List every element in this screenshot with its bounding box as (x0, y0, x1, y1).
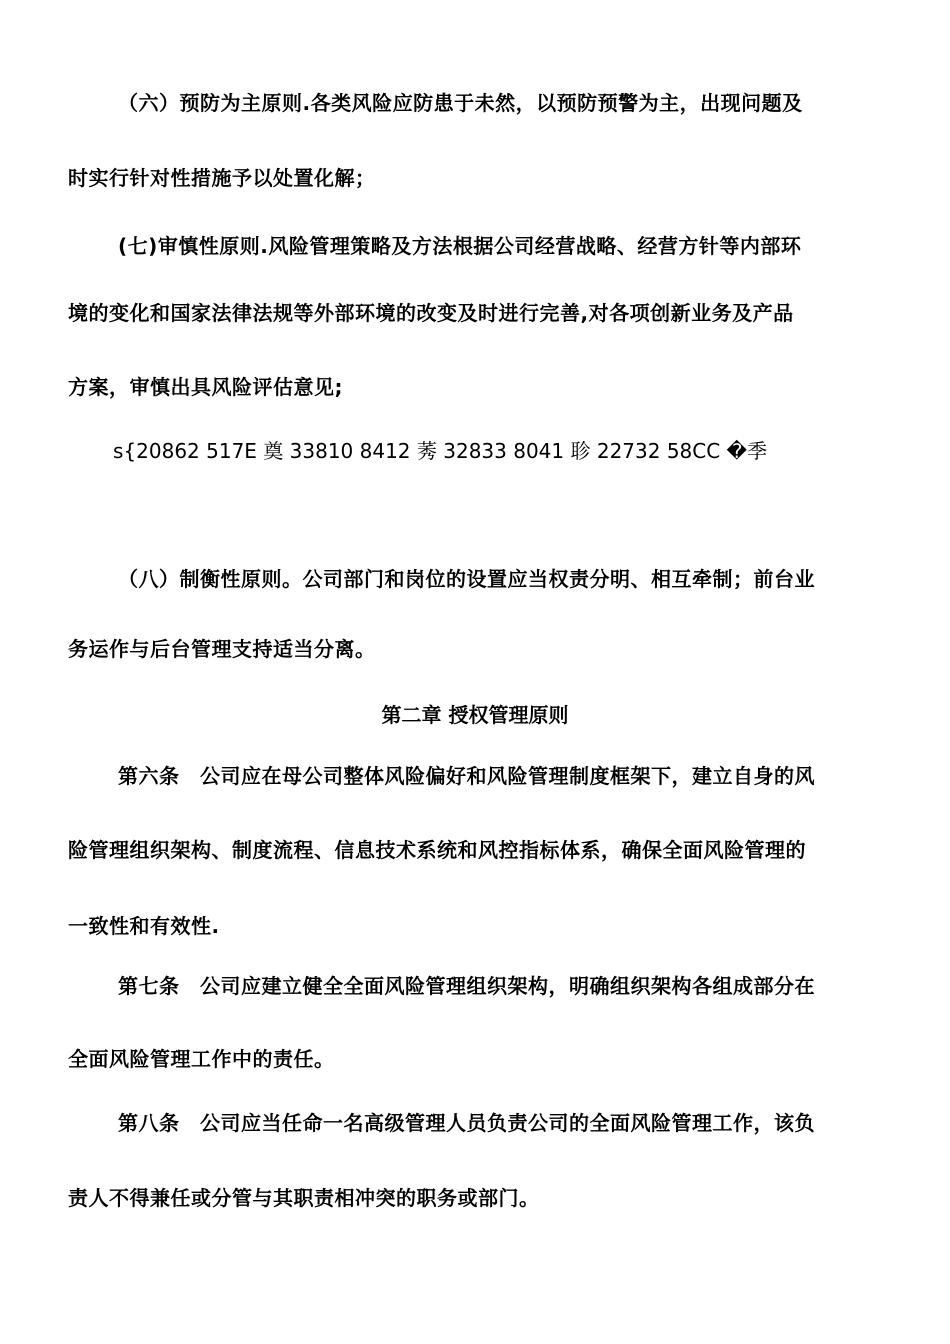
article-6-line-2: 险管理组织架构、制度流程、信息技术系统和风控指标体系，确保全面风险管理的 (68, 838, 806, 862)
principle-6-line-2: 时实行针对性措施予以处置化解； (68, 166, 376, 190)
article-8-line-1: 第八条 公司应当任命一名高级管理人员负责公司的全面风险管理工作，该负 (118, 1111, 815, 1135)
article-6-line-1: 第六条 公司应在母公司整体风险偏好和风险管理制度框架下，建立自身的风 (118, 764, 815, 788)
principle-7-line-1: (七)审慎性原则.风险管理策略及方法根据公司经营战略、经营方针等内部环 (118, 234, 802, 258)
article-8-line-2: 责人不得兼任或分管与其职责相冲突的职务或部门。 (68, 1186, 540, 1210)
principle-6-line-1: （六）预防为主原则.各类风险应防患于未然，以预防预警为主，出现问题及 (118, 91, 803, 115)
article-7-line-1: 第七条 公司应建立健全全面风险管理组织架构，明确组织架构各组成部分在 (118, 974, 815, 998)
principle-7-line-2: 境的变化和国家法律法规等外部环境的改变及时进行完善,对各项创新业务及产品 (68, 301, 794, 325)
garbled-text-line: s{20862 517E 奠 33810 8412 莠 32833 8041 聄 22732 58CC �季 (113, 439, 768, 463)
principle-8-line-2: 务运作与后台管理支持适当分离。 (68, 637, 376, 661)
principle-7-line-3: 方案，审慎出具风险评估意见; (68, 375, 343, 399)
chapter-title: 第二章 授权管理原则 (381, 703, 569, 727)
principle-8-line-1: （八）制衡性原则。公司部门和岗位的设置应当权责分明、相互牵制；前台业 (118, 567, 815, 591)
article-7-line-2: 全面风险管理工作中的责任。 (68, 1047, 335, 1071)
article-6-line-3: 一致性和有效性. (68, 914, 220, 938)
